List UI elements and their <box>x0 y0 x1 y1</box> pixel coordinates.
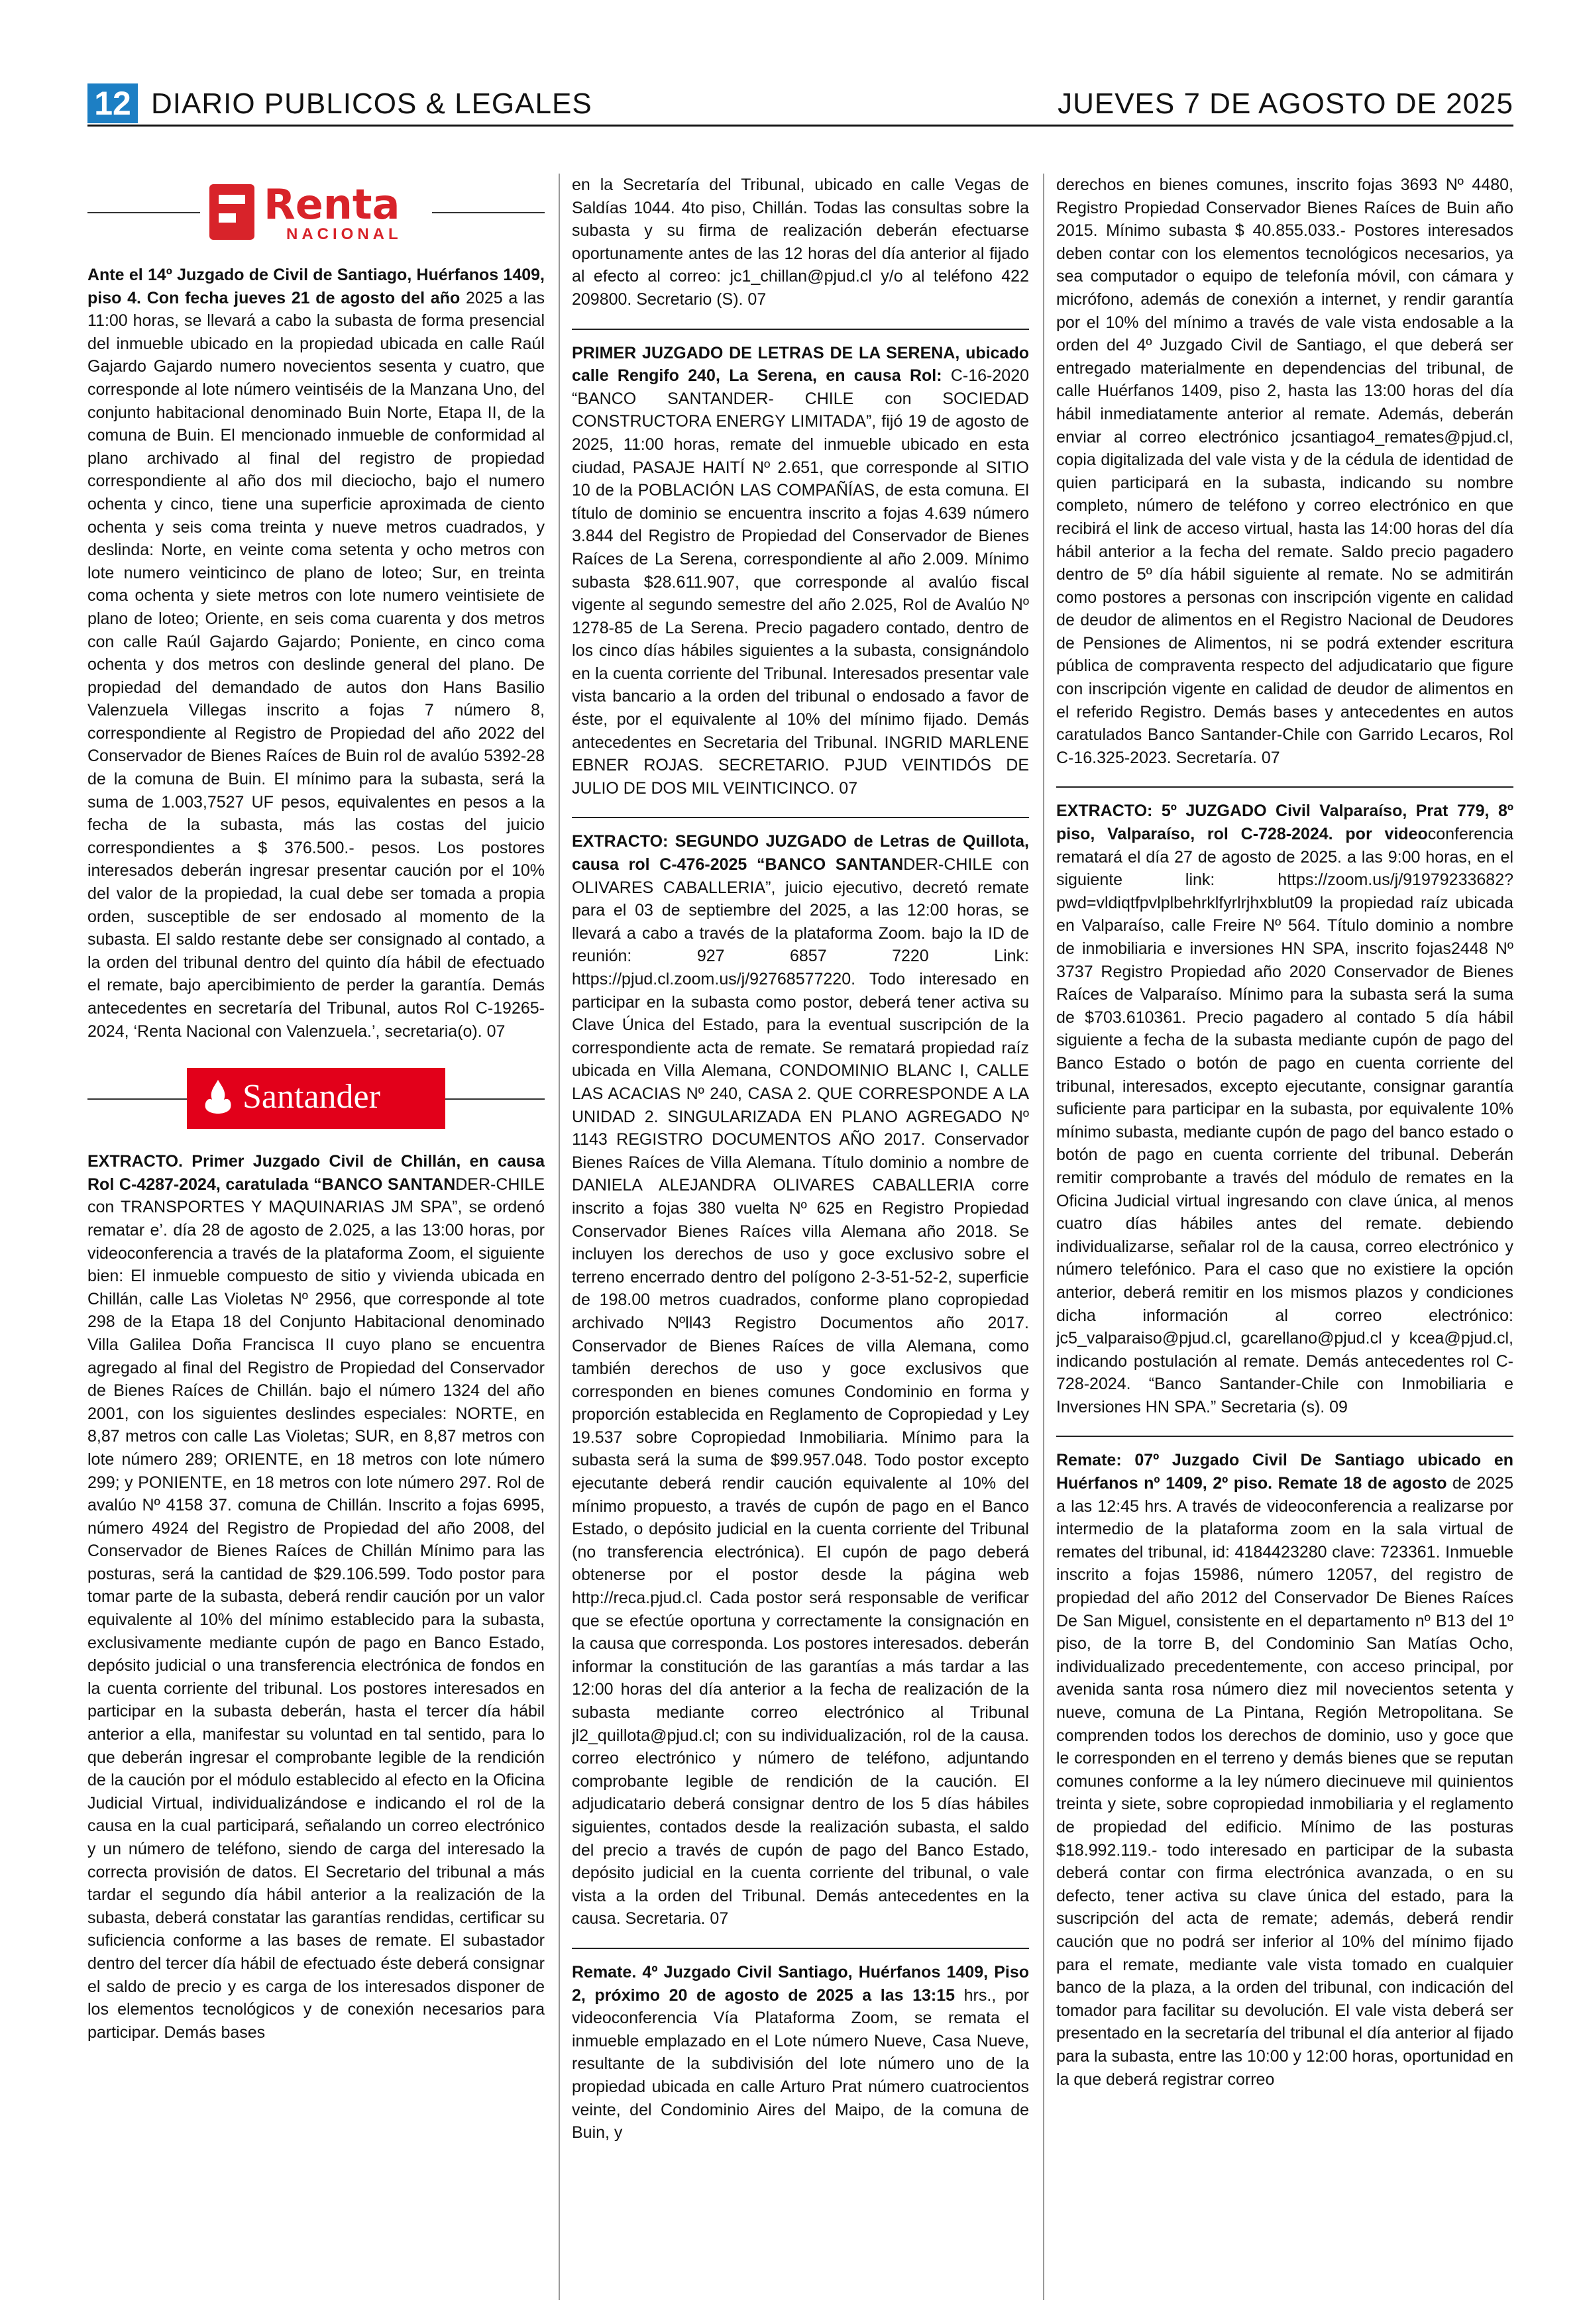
notice-lead: Remate: 07º Juzgado Civil De Santiago ubicado en Huérfanos nº 1409, 2º piso. Remate 18 de agosto <box>1056 1451 1513 1493</box>
column-divider <box>559 174 560 2300</box>
notice-body: DER-CHILE con OLIVARES CABALLERIA”, juicio ejecutivo, decretó remate para el 03 de septiembre del 2025, a las 12:00 horas, se llevará a cabo a través de la plataforma Zoom. bajo la ID de reunión: 927 6857 7220 Link: https://pjud.cl.zoom.us/j/92768577220. Todo interesado en participar en la subasta como postor, deberá tener activa su Clave Única del Estado, para la eventual suscripción de la correspondiente acta de remate. Se rematará propiedad raíz ubicada en Villa Alemana, CONDOMINIO BLANC I, CALLE LAS ACACIAS Nº 240, CASA 2. QUE CORRESPONDE A LA UNIDAD 2. SINGULARIZADA EN PLANO AGREGADO Nº 1143 REGISTRO DOCUMENTOS AÑO 2017. Conservador Bienes Raíces de Villa Alemana. Título dominio a nombre de DANIELA ALEJANDRA OLIVARES CABALLERIA corre inscrito a fojas 380 vuelta Nº 625 en Registro Propiedad Conservador Bienes Raíces villa Alemana año 2018. Se incluyen los derechos de uso y goce exclusivo sobre el terreno encerrado dentro del polígono 2-3-51-52-2, superficie de 198.00 metros cuadrados, conforme plano copropiedad archivado Nºll43 Registro Documentos año 2017. Conservador de Bienes Raíces de villa Alemana, como también derechos de uso y goce exclusivos que corresponden en bienes comunes Condominio en forma y proporción establecida en Reglamento de Copropiedad y Ley 19.537 sobre Copropiedad Inmobiliaria. Mínimo para la subasta será la suma de $99.957.048. Todo postor excepto ejecutante deberá rendir caución equivalente al 10% del mínimo propuesto, a través de cupón de pago en el Banco Estado, o depósito judicial en la cuenta corriente del Tribunal (no transferencia electrónica). El cupón de pago deberá obtenerse por el postor desde la página web http://reca.pjud.cl. Cada postor será responsable de verificar que se efectúe oportuna y correctamente la consignación en la causa que corresponda. Los postores interesados. deberán informar la constitución de las garantías a más tardar a las 12:00 horas del día anterior a la fecha de realización de la subasta mediante correo electrónico al Tribunal jl2_quillota@pjud.cl; con su individualización, rol de la causa. correo electrónico y número de teléfono, adjuntando comprobante legible de rendición de la caución. El adjudicatario deberá consignar dentro de los 5 días hábiles siguientes, contados desde la realización subasta, el saldo del precio a través de cupón de pago del Banco Estado, depósito judicial en la cuenta corriente del tribunal, o vale vista a la orden del Tribunal. Demás antecedentes en la causa. Secretaria. 07 <box>572 855 1029 1928</box>
notice <box>1056 1449 1513 2091</box>
notice-body: DER-CHILE con TRANSPORTES Y MAQUINARIAS JM SPA”, se ordenó rematar e’. día 28 de agosto de 2.025, a las 13:00 horas, por videoconferencia a través de la plataforma Zoom, el siguiente bien: El inmueble compuesto de sitio y vivienda ubicada en Chillán, calle Las Violetas Nº 2956, que corresponde al tote 298 de la Etapa 18 del Conjunto Habitacional denominado Villa Galilea Doña Francisca II cuyo plano se encuentra agregado al final del Registro de Propiedad del Conservador de Bienes Raíces de Chillán. bajo el número 1324 del año 2001, con los siguientes deslindes especiales: NORTE, en 8,87 metros con calle Las Violetas; SUR, en 8,87 metros con lote número 289; ORIENTE, en 18 metros con lote número 299; y PONIENTE, en 18 metros con lote número 297. Rol de avalúo Nº 4158 37. comuna de Chillán. Inscrito a fojas 6995, número 4924 del Registro de Propiedad del año 2008, del Conservador de Bienes Raíces de Chillán Mínimo para las posturas, será la cantidad de $29.106.599. Todo postor para tomar parte de la subasta, deberá rendir caución por un valor equivalente al 10% del mínimo establecido para la subasta, exclusivamente mediante cupón de pago en Banco Estado, depósito judicial o una transferencia electrónica de fondos en la cuenta corriente del tribunal. Los postores interesados en participar en la subasta deberán, hasta el tercer día hábil anterior a ella, manifestar su voluntad en tal sentido, para lo que deberán ingresar el comprobante legible de la rendición de la caución por el módulo establecido al efecto en la Oficina Judicial Virtual, individualizándose e indicando el rol de la causa en la cual participará, señalando un correo electrónico y un número de teléfono, siendo de carga del interesado la correcta provisión de datos. El Secretario del tribunal a más tardar el segundo día hábil anterior a la realización de la subasta, deberá constatar las garantías rendidas, certificar su suficiencia conforme a las bases de remate. El subastador dentro del tercer día hábil de efectuado éste deberá consignar el saldo de precio y es carga de los interesados disponer de los elementos tecnológicos y de conexión necesarios para participar. Demás bases <box>87 1175 545 2042</box>
notice-lead: PRIMER JUZGADO DE LETRAS DE LA SERENA, ubicado calle Rengifo 240, La Serena, en causa Rol: <box>572 343 1029 386</box>
santander-logo <box>187 1068 445 1129</box>
notice <box>87 264 545 1043</box>
page-number: 12 <box>87 83 138 123</box>
column-divider <box>1043 174 1044 2300</box>
notice-lead: EXTRACTO: SEGUNDO JUZGADO de Letras de Quillota, causa rol C-476-2025 “BANCO SANTAN <box>572 832 1029 874</box>
notice-lead: EXTRACTO. Primer Juzgado Civil de Chillán, en causa Rol C-4287-2024, caratulada “BANCO SANTAN <box>87 1152 545 1194</box>
notice-body: C-16-2020 “BANCO SANTANDER- CHILE con SOCIEDAD CONSTRUCTORA ENERGY LIMITADA”, fijó 19 de agosto de 2025, 11:00 horas, remate del inmueble ubicado en esta ciudad, PASAJE HAITÍ Nº 2.651, que corresponde al SITIO 10 de la POBLACIÓN LAS COMPAÑÍAS, de esta comuna. El título de dominio se encuentra inscrito a fojas 4.639 número 3.844 del Registro de Propiedad del Conservador de Bienes Raíces de La Serena, correspondiente al año 2.009. Mínimo subasta $28.611.907, que corresponde al avalúo fiscal vigente al segundo semestre del año 2.025, Rol de Avalúo Nº 1278-85 de La Serena. Precio pagadero contado, dentro de los cinco días hábiles siguientes a la subasta, consignándolo en la cuenta corriente del Tribunal. Interesados presentar vale vista bancario a la orden del tribunal o endosado a favor de éste, por el equivalente al 10% del mínimo fijado. Demás antecedentes en Secretaria del Tribunal. INGRID MARLENE EBNER ROJAS. SECRETARIO. PJUD VEINTIDÓS DE JULIO DE DOS MIL VEINTICINCO. 07 <box>572 366 1029 798</box>
notice <box>572 342 1029 800</box>
notice-body: hrs., por videoconferencia Vía Plataforma Zoom, se remata el inmueble emplazado en el Lote número Nueve, Casa Nueve, resultante de la subdivisión del lote número uno de la propiedad ubicada en calle Arturo Prat número cuatrocientos veinte, del Condominio Aires del Maipo, de la comuna de Buin, y <box>572 1985 1029 2142</box>
renta-nacional-logo <box>200 180 432 244</box>
notice-lead: Ante el 14º Juzgado de Civil de Santiago, Huérfanos 1409, piso 4. Con fecha jueves 21 de agosto del año <box>87 266 545 307</box>
notice-body: de 2025 a las 12:45 hrs. A través de videoconferencia a realizarse por intermedio de la plataforma zoom en la sala virtual de remates del tribunal, id: 4184423280 clave: 723361. Inmueble inscrito a fojas 15986, número 12057, del registro de propiedad del año 2012 del Conservador De Bienes Raíces De San Miguel, consistente en el departamento nº B13 del 1º piso, de la torre B, del Condominio San Matías Ocho, individualizado precedentemente, con acceso principal, por avenida santa rosa número diez mil novecientos setenta y nueve, comuna de La Pintana, Región Metropolitana. Se comprenden todos los derechos de dominio, uso y goce que le corresponden en el terreno y demás bienes que se reputan comunes conforme a la ley número diecinueve mil quinientos treinta y siete, sobre copropiedad inmobiliaria y el reglamento de propiedad del edificio. Mínimo de las posturas $18.992.119.- todo interesado en participar de la subasta deberá contar con firma electrónica avanzada, o en su defecto, tener activa su clave única del estado, para la suscripción del acta de remate; además, deberá rendir caución que no podrá ser inferior al 10% del mínimo fijado para el remate, mediante vale vista tomado en cualquier banco de la plaza, a la orden del tribunal, con indicación del tomador para facilitar su devolución. El vale vista deberá ser presentado en la secretaría del tribunal el día anterior al fijado para la subasta, entre las 10:00 y 12:00 horas, oportunidad en la que deberá registrar correo <box>1056 1474 1513 2089</box>
flame-icon <box>201 1079 235 1118</box>
notice <box>87 1150 545 2044</box>
renta-logo-word: Renta <box>264 180 400 229</box>
divider <box>572 329 1029 330</box>
page-header <box>87 83 1513 127</box>
divider <box>572 1948 1029 1949</box>
divider <box>1056 786 1513 788</box>
column-2 <box>572 174 1029 2300</box>
divider <box>1056 1436 1513 1437</box>
notice <box>572 1961 1029 2144</box>
publication-date: JUEVES 7 DE AGOSTO DE 2025 <box>1058 87 1513 120</box>
divider <box>572 817 1029 818</box>
notice-body: conferencia rematará el día 27 de agosto de 2025. a las 9:00 horas, en el siguiente link: https://zoom.us/j/91979233682?pwd=vldiqtfpvlplbehrklfyrlrjhxblut09 la propiedad raíz ubicada en Valparaíso, calle Freire Nº 564. Título dominio a nombre de inmobiliaria e inversiones HN SPA, inscrito fojas2448 Nº 3737 Registro Propiedad año 2020 Conservador de Bienes Raíces de Valparaíso. Mínimo para la subasta será la suma de $703.610361. Precio pagadero al contado 5 día hábil siguiente a fecha de la subasta mediante cupón de pago del Banco Estado o botón de pago en cuenta corriente del tribunal, interesados, excepto ejecutante, consignar garantía suficiente para participar en la subasta, por equivalente 10% mínimo subasta, mediante cupón de pago del banco estado o botón de pago en cuenta corriente del tribunal. Deberán remitir comprobante a través del módulo de remates en la Oficina Judicial virtual ingresando con clave única, al menos cuatro días hábiles antes del remate. debiendo individualizarse, señalar rol de la causa, correo electrónico y número telefónico. Para el caso que no existiere la opción anterior, deberá remitir en los mismos plazos y condiciones dicha información al correo electrónico: jc5_valparaiso@pjud.cl, gcarellano@pjud.cl y kcea@pjud.cl, indicando postulación al remate. Demás antecedentes rol C-728-2024. “Banco Santander-Chile con Inmobiliaria e Inversiones HN SPA.” Secretaria (s). 09 <box>1056 825 1513 1416</box>
publication-name: DIARIO PUBLICOS & LEGALES <box>151 87 592 120</box>
notice <box>1056 800 1513 1418</box>
renta-logo-block <box>87 174 545 252</box>
notice-body: derechos en bienes comunes, inscrito fojas 3693 Nº 4480, Registro Propiedad Conservador Bienes Raíces de Buin año 2015. Mínimo subasta $ 40.855.033.- Postores interesados deben contar con los elementos tecnológicos necesarios, ya sea computador o equipo de telefonía móvil, con cámara y micrófono, además de conexión a internet, y rendir garantía por el 10% del mínimo a través de vale vista endosable a la orden del 4º Juzgado Civil de Santiago, el que deberá ser entregado materialmente en dependencias del tribunal, de calle Huérfanos 1409, piso 2, hasta las 13:00 horas del día hábil inmediatamente anterior al remate. Además, deberán enviar al correo electrónico jcsantiago4_remates@pjud.cl, copia digitalizada del vale vista y de la cédula de identidad de quien participará en la subasta, indicando su nombre completo, número de teléfono y correo electrónico en que recibirá el link de acceso virtual, hasta las 14:00 horas del día hábil anterior a la fecha del remate. Saldo precio pagadero dentro de 5º día hábil siguiente al remate. No se admitirán como postores a personas con inscripción vigente en calidad de deudor de alimentos en el Registro Nacional de Deudores de Pensiones de Alimentos, ni se podrá extender escritura pública de compraventa respecto del adjudicatario que figure con inscripción vigente en calidad de deudor de alimentos en el referido Registro. Demás bases y antecedentes en autos caratulados Banco Santander-Chile con Garrido Lecaros, Rol C-16.325-2023. Secretaría. 07 <box>1056 176 1513 767</box>
renta-mark-icon <box>209 184 254 240</box>
notice-body: en la Secretaría del Tribunal, ubicado en calle Vegas de Saldías 1044. 4to piso, Chillán. Todas las consultas sobre la subasta y su firma de realización deberán efectuarse oportunamente antes de las 12 horas del día anterior al fijado al efecto al correo: jc1_chillan@pjud.cl y/o al teléfono 422 209800. Secretario (S). 07 <box>572 176 1029 309</box>
renta-logo-sub: NACIONAL <box>286 225 402 243</box>
notice <box>1056 174 1513 769</box>
notice-body: 2025 a las 11:00 horas, se llevará a cabo la subasta de forma presencial del inmueble ubicado en la propiedad ubicada en calle Raúl Gajardo Gajardo numero novecientos sesenta y cuatro, que corresponde al lote número veintiséis de la Manzana Uno, del conjunto habitacional denominado Buin Norte, Etapa II, de la comuna de Buin. El mencionado inmueble de conformidad al plano archivado al final del registro de propiedad correspondiente al año dos mil dieciocho, bajo el numero ochenta y cinco, tiene una superficie aproximada de ciento ochenta y seis coma treinta y nueve metros cuadrados, y deslinda: Norte, en veinte coma setenta y ocho metros con lote numero veinticinco de plano de loteo; Sur, en treinta coma ochenta y siete metros con lote numero veintisiete de plano de loteo; Oriente, en seis coma cuarenta y dos metros con calle Raúl Gajardo Gajardo; Poniente, en cinco coma ochenta y dos metros con deslinde general del plano. De propiedad del demandado de autos don Hans Basilio Valenzuela Villegas inscrito a fojas 7 número 8, correspondiente al Registro de Propiedad del año 2022 del Conservador de Bienes Raíces de Buin rol de avalúo 5392-28 de la comuna de Buin. El mínimo para la subasta, será la suma de 1.003,7527 UF pesos, equivalentes en pesos a la fecha de la subasta, más las costas del juicio correspondientes a $ 376.500.- pesos. Los postores interesados deberán ingresar presentar caución por el 10% del valor de la propiedad, la cual debe ser tomada a propia orden, susceptible de ser endosado al momento de la subasta. El saldo restante debe ser consignado al contado, a la orden del tribunal dentro del quinto día hábil de efectuado el remate, bajo apercibimiento de perder la garantía. Demás antecedentes en secretaría del Tribunal, autos Rol C-19265-2024, ‘Renta Nacional con Valenzuela.’, secretaria(o). 07 <box>87 288 545 1041</box>
notice-lead: Remate. 4º Juzgado Civil Santiago, Huérfanos 1409, Piso 2, próximo 20 de agosto de 2025 a las 13:15 <box>572 1962 1029 2005</box>
santander-logo-word: Santander <box>243 1078 380 1116</box>
columns <box>87 174 1513 2300</box>
notice <box>572 830 1029 1930</box>
notice <box>572 174 1029 311</box>
column-1 <box>87 174 545 2300</box>
column-3 <box>1056 174 1513 2300</box>
santander-logo-block <box>87 1060 545 1138</box>
notice-lead: EXTRACTO: 5º JUZGADO Civil Valparaíso, Prat 779, 8º piso, Valparaíso, rol C-728-2024. por video <box>1056 802 1513 844</box>
